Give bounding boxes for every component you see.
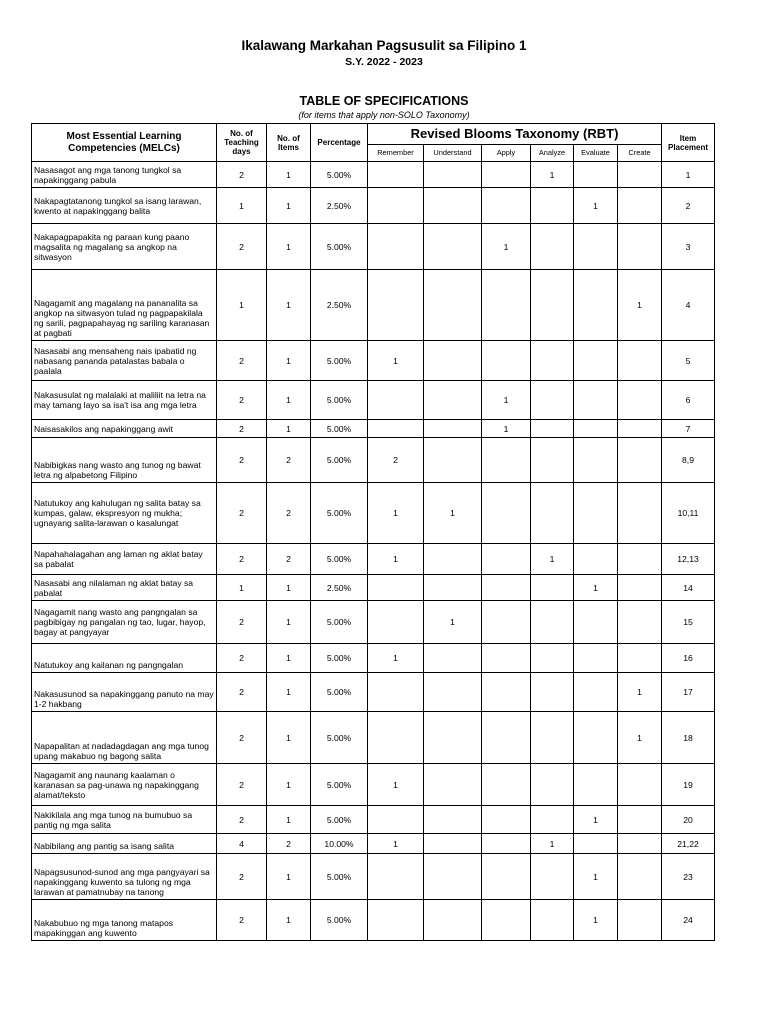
header-item-placement: Item Placement (662, 124, 715, 162)
pct-cell: 5.00% (311, 764, 368, 806)
melc-cell: Nabibilang ang pantig sa isang salita (32, 834, 217, 854)
understand-cell (424, 188, 482, 224)
analyze-cell (531, 188, 574, 224)
evaluate-cell (574, 341, 618, 381)
analyze-cell (531, 270, 574, 341)
items-cell: 2 (267, 438, 311, 483)
understand-cell (424, 381, 482, 420)
analyze-cell: 1 (531, 162, 574, 188)
remember-cell (368, 601, 424, 644)
pct-cell: 5.00% (311, 544, 368, 575)
analyze-cell (531, 673, 574, 712)
apply-cell (482, 544, 531, 575)
understand-cell (424, 712, 482, 764)
understand-cell (424, 806, 482, 834)
apply-cell (482, 834, 531, 854)
pct-cell: 2.50% (311, 575, 368, 601)
items-cell: 1 (267, 806, 311, 834)
days-cell: 2 (217, 381, 267, 420)
table-row (32, 224, 715, 270)
items-cell: 1 (267, 712, 311, 764)
create-cell (618, 483, 662, 544)
evaluate-cell (574, 644, 618, 673)
pct-cell: 5.00% (311, 854, 368, 900)
days-cell: 2 (217, 224, 267, 270)
understand-cell (424, 544, 482, 575)
items-cell: 1 (267, 601, 311, 644)
remember-cell (368, 854, 424, 900)
pct-cell: 5.00% (311, 601, 368, 644)
table-title: TABLE OF SPECIFICATIONS (299, 94, 469, 108)
create-cell (618, 224, 662, 270)
analyze-cell (531, 483, 574, 544)
melc-cell: Nasasabi ang mensaheng nais ipabatid ng nabasang pananda patalastas babala o paalala (32, 341, 217, 381)
melc-cell: Naisasakilos ang napakinggang awit (32, 420, 217, 438)
melc-cell: Nakasusulat ng malalaki at maliliit na letra na may tamang layo sa isa't isa ang mga letra (32, 381, 217, 420)
table-subtitle: (for items that apply non-SOLO Taxonomy) (298, 110, 470, 120)
remember-cell (368, 162, 424, 188)
evaluate-cell (574, 224, 618, 270)
remember-cell: 1 (368, 764, 424, 806)
melc-cell: Nakapagtatanong tungkol sa isang larawan, kwento at napakinggang balita (32, 188, 217, 224)
understand-cell (424, 438, 482, 483)
placement-cell: 12,13 (662, 544, 715, 575)
table-row (32, 764, 715, 806)
create-cell (618, 188, 662, 224)
remember-cell (368, 420, 424, 438)
understand-cell: 1 (424, 483, 482, 544)
evaluate-cell (574, 544, 618, 575)
remember-cell (368, 575, 424, 601)
analyze-cell (531, 764, 574, 806)
create-cell (618, 341, 662, 381)
create-cell (618, 644, 662, 673)
create-cell: 1 (618, 712, 662, 764)
melc-cell: Nakabubuo ng mga tanong matapos mapakinggan ang kuwento (32, 900, 217, 941)
pct-cell: 5.00% (311, 162, 368, 188)
placement-cell: 5 (662, 341, 715, 381)
placement-cell: 8,9 (662, 438, 715, 483)
analyze-cell (531, 381, 574, 420)
create-cell (618, 575, 662, 601)
pct-cell: 5.00% (311, 420, 368, 438)
analyze-cell (531, 575, 574, 601)
table-row (32, 483, 715, 544)
evaluate-cell (574, 438, 618, 483)
items-cell: 1 (267, 854, 311, 900)
understand-cell: 1 (424, 601, 482, 644)
table-row (32, 806, 715, 834)
pct-cell: 5.00% (311, 900, 368, 941)
analyze-cell (531, 900, 574, 941)
analyze-cell: 1 (531, 544, 574, 575)
placement-cell: 4 (662, 270, 715, 341)
header-remember: Remember (368, 145, 424, 162)
pct-cell: 5.00% (311, 224, 368, 270)
create-cell (618, 162, 662, 188)
header-melc: Most Essential Learning Competencies (MELCs) (32, 124, 217, 162)
pct-cell: 5.00% (311, 806, 368, 834)
items-cell: 1 (267, 673, 311, 712)
items-cell: 2 (267, 544, 311, 575)
melc-cell: Nasasabi ang nilalaman ng aklat batay sa pabalat (32, 575, 217, 601)
understand-cell (424, 575, 482, 601)
items-cell: 1 (267, 381, 311, 420)
placement-cell: 20 (662, 806, 715, 834)
analyze-cell (531, 712, 574, 764)
placement-cell: 18 (662, 712, 715, 764)
evaluate-cell: 1 (574, 575, 618, 601)
analyze-cell: 1 (531, 834, 574, 854)
remember-cell (368, 900, 424, 941)
placement-cell: 15 (662, 601, 715, 644)
apply-cell: 1 (482, 420, 531, 438)
header-percentage: Percentage (311, 124, 368, 162)
apply-cell (482, 438, 531, 483)
pct-cell: 5.00% (311, 712, 368, 764)
items-cell: 1 (267, 575, 311, 601)
analyze-cell (531, 224, 574, 270)
create-cell (618, 544, 662, 575)
apply-cell (482, 162, 531, 188)
melc-cell: Napagsusunod-sunod ang mga pangyayari sa napakinggang kuwento sa tulong ng mga larawan at pamatnubay na tanong (32, 854, 217, 900)
placement-cell: 10,11 (662, 483, 715, 544)
remember-cell: 1 (368, 834, 424, 854)
remember-cell: 1 (368, 644, 424, 673)
items-cell: 1 (267, 270, 311, 341)
days-cell: 2 (217, 764, 267, 806)
days-cell: 2 (217, 601, 267, 644)
understand-cell (424, 764, 482, 806)
evaluate-cell: 1 (574, 188, 618, 224)
table-row (32, 381, 715, 420)
remember-cell (368, 712, 424, 764)
apply-cell (482, 764, 531, 806)
remember-cell (368, 673, 424, 712)
days-cell: 1 (217, 188, 267, 224)
understand-cell (424, 644, 482, 673)
analyze-cell (531, 438, 574, 483)
days-cell: 2 (217, 900, 267, 941)
days-cell: 2 (217, 806, 267, 834)
apply-cell: 1 (482, 224, 531, 270)
placement-cell: 23 (662, 854, 715, 900)
apply-cell (482, 483, 531, 544)
specifications-table (31, 123, 715, 941)
table-row (32, 420, 715, 438)
melc-cell: Nabibigkas nang wasto ang tunog ng bawat letra ng alpabetong Filipino (32, 438, 217, 483)
items-cell: 1 (267, 162, 311, 188)
pct-cell: 5.00% (311, 381, 368, 420)
melc-cell: Nasasagot ang mga tanong tungkol sa napakinggang pabula (32, 162, 217, 188)
days-cell: 2 (217, 544, 267, 575)
days-cell: 2 (217, 673, 267, 712)
understand-cell (424, 834, 482, 854)
pct-cell: 5.00% (311, 644, 368, 673)
remember-cell (368, 188, 424, 224)
table-row (32, 341, 715, 381)
placement-cell: 16 (662, 644, 715, 673)
melc-cell: Nakasusunod sa napakinggang panuto na may 1-2 hakbang (32, 673, 217, 712)
remember-cell (368, 806, 424, 834)
apply-cell (482, 854, 531, 900)
placement-cell: 6 (662, 381, 715, 420)
table-row (32, 854, 715, 900)
table-row (32, 834, 715, 854)
placement-cell: 1 (662, 162, 715, 188)
apply-cell (482, 341, 531, 381)
evaluate-cell (574, 673, 618, 712)
table-row (32, 900, 715, 941)
remember-cell: 2 (368, 438, 424, 483)
items-cell: 1 (267, 224, 311, 270)
days-cell: 2 (217, 341, 267, 381)
evaluate-cell (574, 483, 618, 544)
create-cell (618, 900, 662, 941)
understand-cell (424, 341, 482, 381)
items-cell: 1 (267, 341, 311, 381)
pct-cell: 5.00% (311, 438, 368, 483)
apply-cell: 1 (482, 381, 531, 420)
understand-cell (424, 673, 482, 712)
create-cell (618, 381, 662, 420)
evaluate-cell: 1 (574, 900, 618, 941)
apply-cell (482, 644, 531, 673)
analyze-cell (531, 806, 574, 834)
analyze-cell (531, 854, 574, 900)
pct-cell: 5.00% (311, 673, 368, 712)
understand-cell (424, 854, 482, 900)
table-row (32, 270, 715, 341)
remember-cell: 1 (368, 341, 424, 381)
apply-cell (482, 900, 531, 941)
evaluate-cell (574, 270, 618, 341)
analyze-cell (531, 601, 574, 644)
create-cell: 1 (618, 673, 662, 712)
melc-cell: Natutukoy ang kahulugan ng salita batay sa kumpas, galaw, ekspresyon ng mukha; ugnayang salita-larawan o kasalungat (32, 483, 217, 544)
create-cell: 1 (618, 270, 662, 341)
pct-cell: 5.00% (311, 341, 368, 381)
evaluate-cell (574, 764, 618, 806)
pct-cell: 2.50% (311, 188, 368, 224)
document-title: Ikalawang Markahan Pagsusulit sa Filipino 1 (241, 38, 527, 53)
table-row (32, 162, 715, 188)
items-cell: 2 (267, 483, 311, 544)
apply-cell (482, 270, 531, 341)
placement-cell: 24 (662, 900, 715, 941)
create-cell (618, 854, 662, 900)
melc-cell: Nakapagpapakita ng paraan kung paano magsalita ng magalang sa angkop na sitwasyon (32, 224, 217, 270)
apply-cell (482, 806, 531, 834)
days-cell: 2 (217, 162, 267, 188)
apply-cell (482, 712, 531, 764)
items-cell: 2 (267, 834, 311, 854)
create-cell (618, 438, 662, 483)
days-cell: 2 (217, 644, 267, 673)
evaluate-cell (574, 834, 618, 854)
understand-cell (424, 224, 482, 270)
remember-cell (368, 224, 424, 270)
understand-cell (424, 162, 482, 188)
analyze-cell (531, 341, 574, 381)
table-row (32, 601, 715, 644)
understand-cell (424, 900, 482, 941)
evaluate-cell (574, 381, 618, 420)
create-cell (618, 764, 662, 806)
evaluate-cell (574, 712, 618, 764)
header-teaching-days: No. of Teaching days (217, 124, 267, 162)
table-row (32, 712, 715, 764)
header-understand: Understand (424, 145, 482, 162)
table-row (32, 575, 715, 601)
remember-cell: 1 (368, 483, 424, 544)
analyze-cell (531, 420, 574, 438)
apply-cell (482, 188, 531, 224)
items-cell: 1 (267, 188, 311, 224)
table-row (32, 188, 715, 224)
items-cell: 1 (267, 420, 311, 438)
melc-cell: Nagagamit ang naunang kaalaman o karanasan sa pag-unawa ng napakinggang alamat/teksto (32, 764, 217, 806)
table-row (32, 644, 715, 673)
pct-cell: 10.00% (311, 834, 368, 854)
table-row (32, 673, 715, 712)
pct-cell: 2.50% (311, 270, 368, 341)
items-cell: 1 (267, 900, 311, 941)
apply-cell (482, 601, 531, 644)
placement-cell: 21,22 (662, 834, 715, 854)
days-cell: 4 (217, 834, 267, 854)
evaluate-cell (574, 162, 618, 188)
header-analyze: Analyze (531, 145, 574, 162)
apply-cell (482, 673, 531, 712)
remember-cell: 1 (368, 544, 424, 575)
evaluate-cell (574, 420, 618, 438)
placement-cell: 2 (662, 188, 715, 224)
placement-cell: 19 (662, 764, 715, 806)
days-cell: 2 (217, 420, 267, 438)
evaluate-cell: 1 (574, 806, 618, 834)
days-cell: 1 (217, 575, 267, 601)
days-cell: 2 (217, 483, 267, 544)
placement-cell: 7 (662, 420, 715, 438)
days-cell: 2 (217, 712, 267, 764)
melc-cell: Natutukoy ang kailanan ng pangngalan (32, 644, 217, 673)
melc-cell: Napahahalagahan ang laman ng aklat batay sa pabalat (32, 544, 217, 575)
header-items: No. of Items (267, 124, 311, 162)
header-apply: Apply (482, 145, 531, 162)
placement-cell: 3 (662, 224, 715, 270)
items-cell: 1 (267, 644, 311, 673)
days-cell: 2 (217, 438, 267, 483)
analyze-cell (531, 644, 574, 673)
days-cell: 2 (217, 854, 267, 900)
header-create: Create (618, 145, 662, 162)
header-evaluate: Evaluate (574, 145, 618, 162)
melc-cell: Nakikilala ang mga tunog na bumubuo sa pantig ng mga salita (32, 806, 217, 834)
understand-cell (424, 420, 482, 438)
create-cell (618, 601, 662, 644)
items-cell: 1 (267, 764, 311, 806)
understand-cell (424, 270, 482, 341)
table-row (32, 544, 715, 575)
create-cell (618, 420, 662, 438)
days-cell: 1 (217, 270, 267, 341)
school-year: S.Y. 2022 - 2023 (345, 56, 423, 68)
apply-cell (482, 575, 531, 601)
melc-cell: Napapalitan at nadadagdagan ang mga tunog upang makabuo ng bagong salita (32, 712, 217, 764)
create-cell (618, 806, 662, 834)
melc-cell: Nagagamit nang wasto ang pangngalan sa pagbibigay ng pangalan ng tao, lugar, hayop, bagay at pangyayar (32, 601, 217, 644)
pct-cell: 5.00% (311, 483, 368, 544)
evaluate-cell: 1 (574, 854, 618, 900)
table-row (32, 438, 715, 483)
melc-cell: Nagagamit ang magalang na pananalita sa angkop na sitwasyon tulad ng pagpapakilala ng sarili, pagpapahayag ng sariling karanasan at pagbati (32, 270, 217, 341)
placement-cell: 17 (662, 673, 715, 712)
evaluate-cell (574, 601, 618, 644)
remember-cell (368, 270, 424, 341)
placement-cell: 14 (662, 575, 715, 601)
remember-cell (368, 381, 424, 420)
create-cell (618, 834, 662, 854)
header-rbt: Revised Blooms Taxonomy (RBT) (368, 124, 662, 145)
